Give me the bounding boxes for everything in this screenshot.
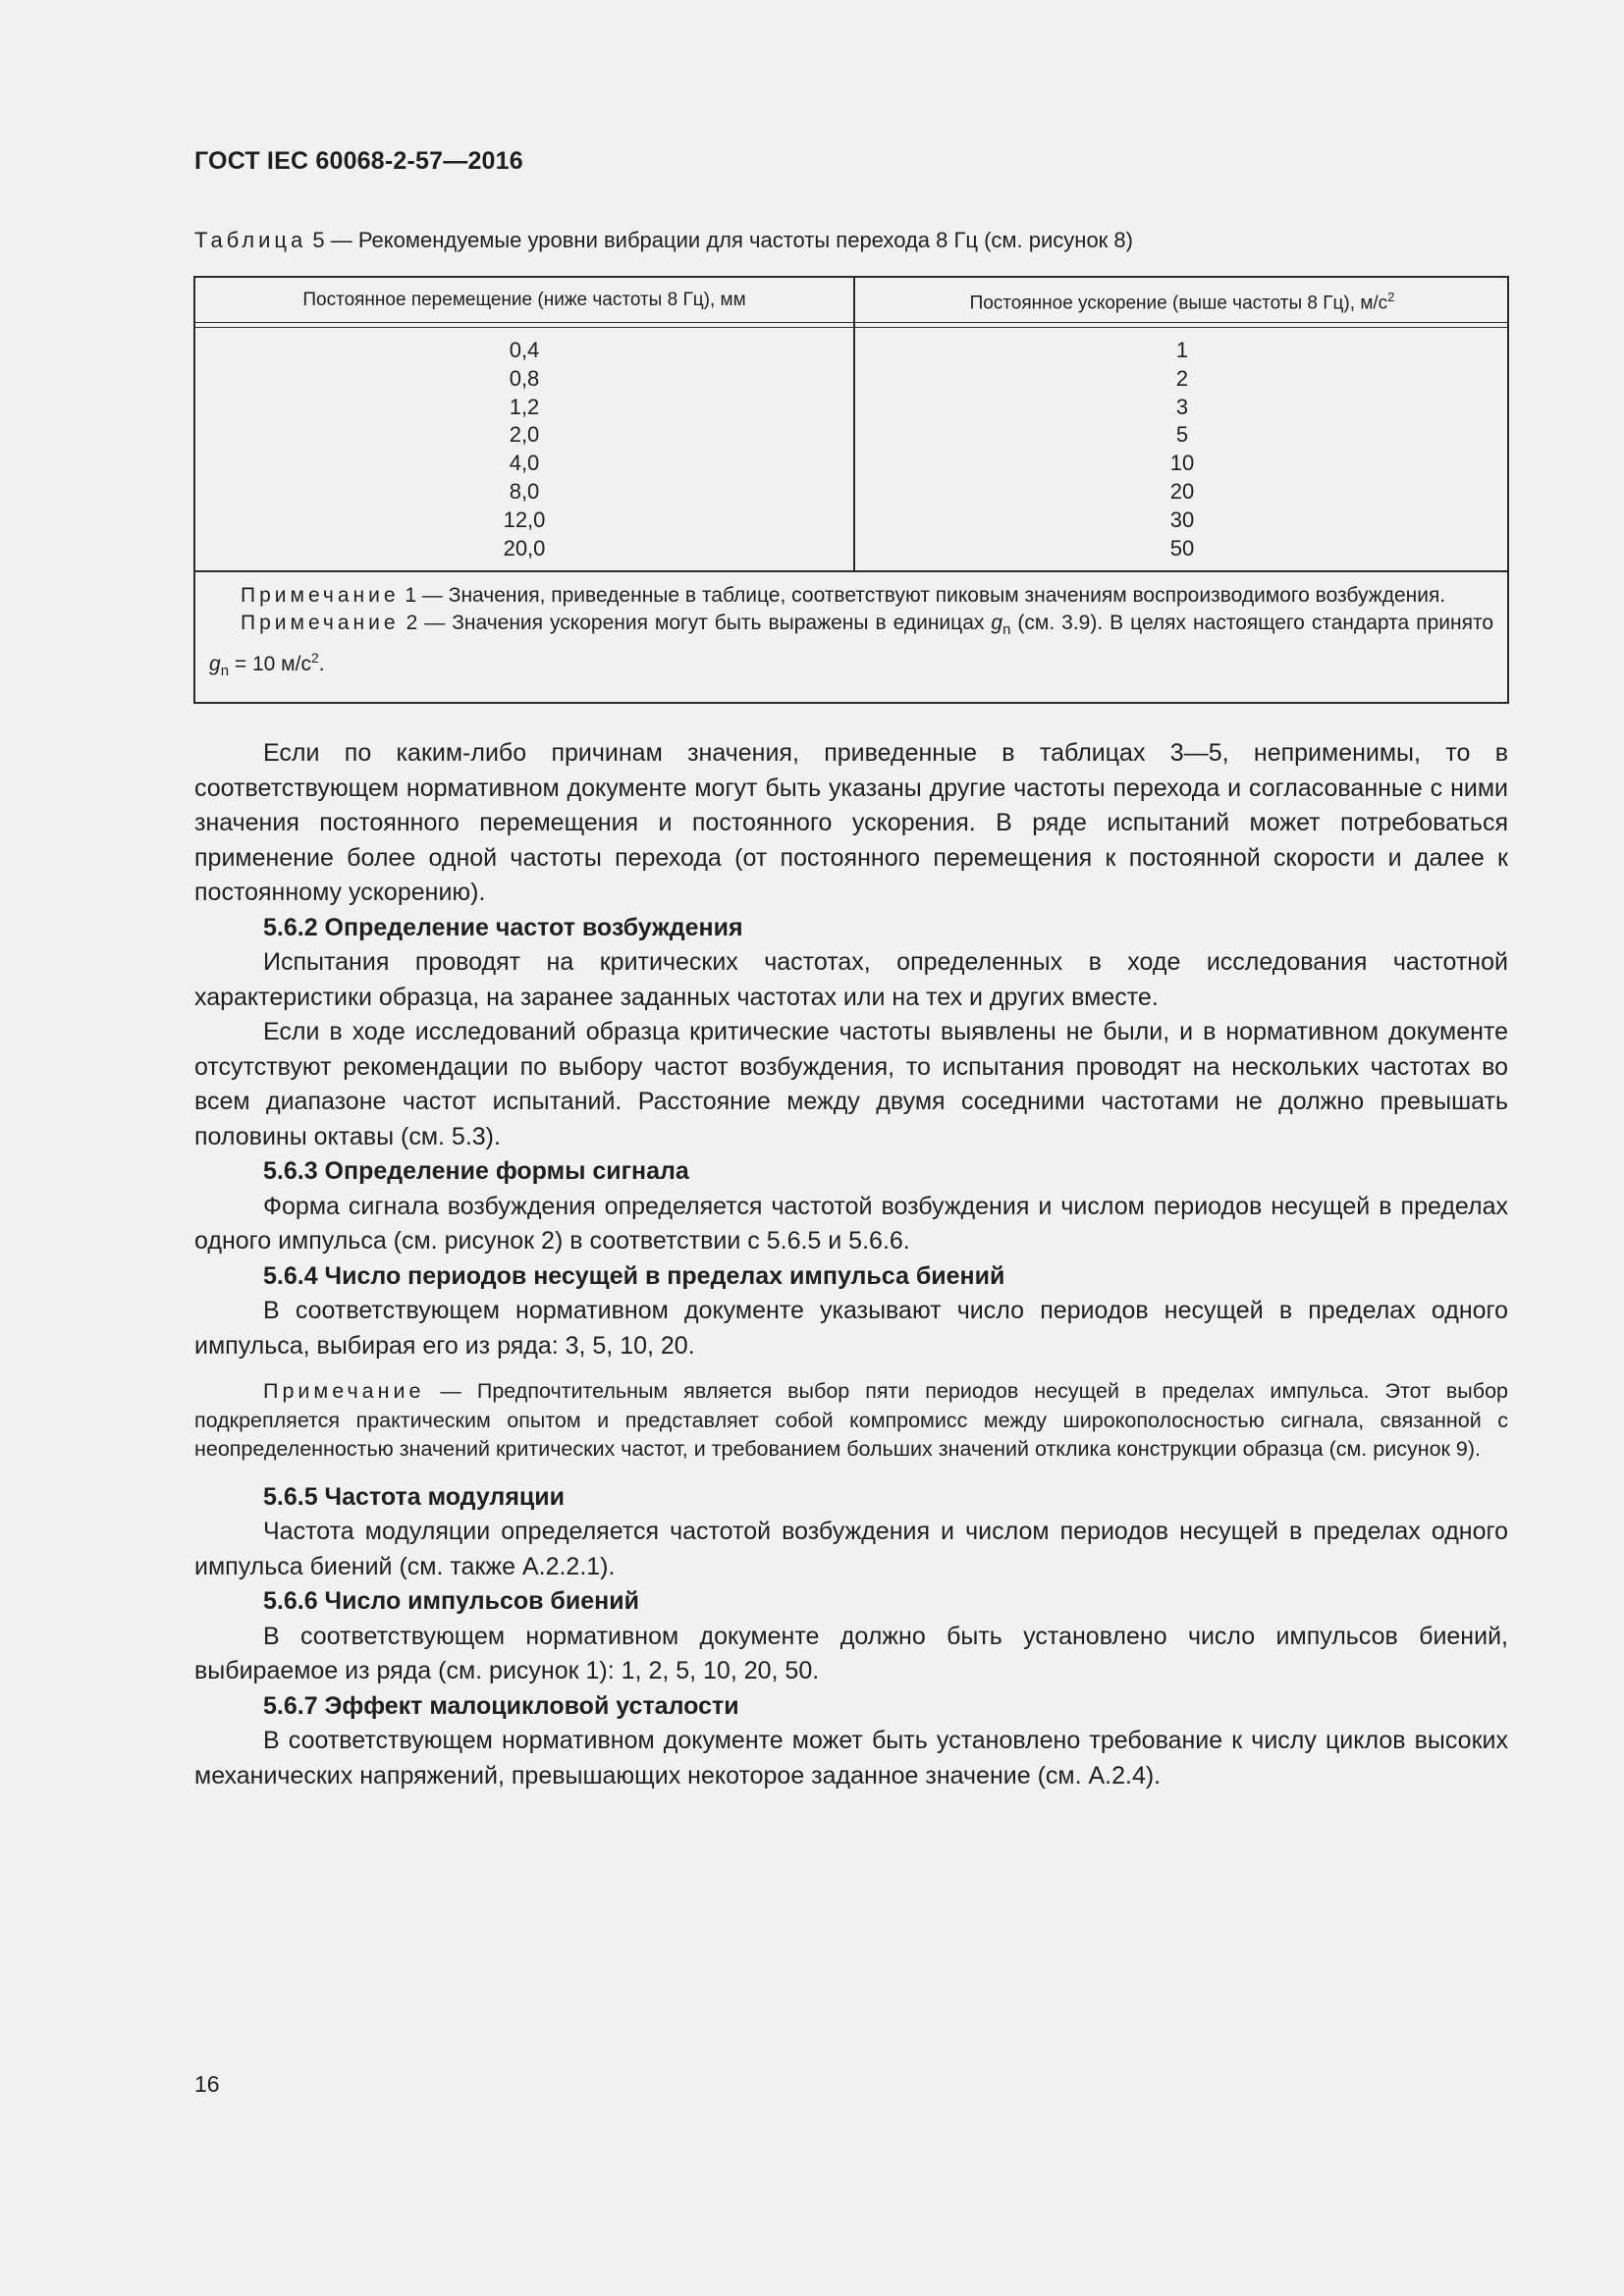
paragraph: Если в ходе исследований образца критические частоты выявлены не были, и в нормативном документе отсутствуют рекомендации по выбору частот возбуждения, то испытания проводят на нескольких частотах во всем диапазоне частот испытаний. Расстояние между двумя соседними частотами не должно превышать половины октавы (см. 5.3).	[194, 1018, 1508, 1150]
note-text: 1 — Значения, приведенные в таблице, соответствуют пиковым значениям воспроизводимого возбуждения.	[405, 584, 1446, 607]
note-text: (см. 3.9). В целях настоящего стандарта принято	[1017, 612, 1494, 634]
gn-subscript: n	[220, 663, 230, 680]
displacement-cell: 0,4	[509, 338, 540, 362]
gn-subscript: n	[1002, 621, 1011, 639]
table-notes	[209, 582, 1493, 685]
paragraph: Частота модуляции определяется частотой возбуждения и числом периодов несущей в пределах одного импульса биений (см. также А.2.2.1).	[194, 1518, 1508, 1580]
note-label: Примечание	[263, 1379, 425, 1403]
table-caption-text: 5 — Рекомендуемые уровни вибрации для частоты перехода 8 Гц (см. рисунок 8)	[312, 228, 1133, 252]
acceleration-cell: 5	[1175, 422, 1189, 448]
table-header-acceleration-text: Постоянное ускорение (выше частоты 8 Гц), м/с	[969, 293, 1388, 314]
unit-superscript: 2	[310, 650, 319, 667]
section-heading-5-6-6: 5.6.6 Число импульсов биений	[263, 1587, 639, 1615]
table-note-1	[209, 582, 1493, 610]
table-header-acceleration-sup: 2	[1387, 290, 1395, 304]
section-heading-5-6-4: 5.6.4 Число периодов несущей в пределах импульса биений	[263, 1261, 1005, 1290]
paragraph: В соответствующем нормативном документе указывают число периодов несущей в пределах одного импульса, выбирая его из ряда: 3, 5, 10, 20.	[194, 1297, 1508, 1360]
table-caption-label: Таблица	[194, 228, 307, 252]
section-heading-5-6-3: 5.6.3 Определение формы сигнала	[263, 1157, 689, 1185]
displacement-cell: 20,0	[503, 535, 546, 561]
note-label: Примечание	[241, 584, 400, 607]
section-heading-5-6-2: 5.6.2 Определение частот возбуждения	[263, 913, 743, 941]
section-heading-5-6-5: 5.6.5 Частота модуляции	[263, 1482, 566, 1511]
note-label: Примечание	[241, 612, 400, 634]
paragraph: Испытания проводят на критических частотах, определенных в ходе исследования частотной характеристики образца, на заранее заданных частотах или на тех и других вместе.	[194, 948, 1508, 1011]
displacement-cell: 8,0	[509, 478, 540, 504]
table-header-rule	[195, 322, 1507, 323]
displacement-column	[195, 337, 853, 562]
displacement-cell: 12,0	[503, 507, 546, 532]
paragraph: В соответствующем нормативном документе должно быть установлено число импульсов биений, выбираемое из ряда (см. рисунок 1): 1, 2, 5, 10, 20, 50.	[194, 1622, 1508, 1684]
acceleration-cell: 3	[1175, 394, 1189, 419]
paragraph: Форма сигнала возбуждения определяется частотой возбуждения и числом периодов несущей в пределах одного импульса (см. рисунок 2) в соответствии с 5.6.5 и 5.6.6.	[194, 1192, 1508, 1255]
table-header-displacement: Постоянное перемещение (ниже частоты 8 Гц), мм	[302, 290, 746, 310]
acceleration-cell: 1	[1175, 338, 1189, 362]
section-note	[194, 1377, 1508, 1465]
page-number: 16	[194, 2071, 220, 2097]
gn-symbol: g	[991, 612, 1003, 634]
acceleration-cell: 2	[1175, 365, 1189, 391]
table-caption	[194, 228, 1510, 253]
acceleration-cell: 50	[1169, 535, 1195, 561]
vibration-levels-table	[193, 276, 1509, 704]
paragraph: Если по каким-либо причинам значения, приведенные в таблицах 3—5, неприменимы, то в соответствующем нормативном документе могут быть указаны другие частоты перехода и согласованные с ними значения постоянного перемещения и постоянного ускорения. В ряде испытаний может потребоваться применение более одной частоты перехода (от постоянного перемещения к постоянной скорости и далее к постоянному ускорению).	[194, 739, 1508, 906]
section-heading-5-6-7: 5.6.7 Эффект малоцикловой усталости	[263, 1691, 739, 1720]
gn-symbol: g	[209, 653, 221, 676]
acceleration-column	[855, 337, 1509, 562]
displacement-cell: 4,0	[509, 451, 540, 476]
acceleration-cell: 10	[1169, 451, 1195, 476]
note-text: — Предпочтительным является выбор пяти периодов несущей в пределах импульса. Этот выбор подкрепляется практическим опытом и представляет собой компромисс между широкополосностью сигнала, связанной с неопределенностью значений критических частот, и требованием больших значений отклика конструкции образца (см. рисунок 9).	[194, 1379, 1508, 1461]
displacement-cell: 0,8	[509, 365, 540, 391]
table-header-rule	[195, 327, 1507, 328]
body-text	[194, 736, 1508, 1793]
note-text: = 10 м/с	[234, 653, 311, 676]
acceleration-cell: 30	[1169, 507, 1195, 532]
displacement-cell: 1,2	[509, 394, 540, 419]
displacement-cell: 2,0	[509, 422, 540, 448]
table-notes-rule	[195, 570, 1507, 572]
note-text: 2 — Значения ускорения могут быть выражены в единицах	[406, 612, 985, 634]
note-text: .	[318, 653, 325, 676]
table-header-acceleration	[855, 290, 1509, 314]
paragraph: В соответствующем нормативном документе может быть установлено требование к числу циклов высоких механических напряжений, превышающих некоторое заданное значение (см. А.2.4).	[194, 1727, 1508, 1789]
document-header: ГОСТ IEC 60068-2-57—2016	[194, 147, 523, 175]
table-note-2	[209, 610, 1493, 685]
acceleration-cell: 20	[1169, 478, 1195, 504]
